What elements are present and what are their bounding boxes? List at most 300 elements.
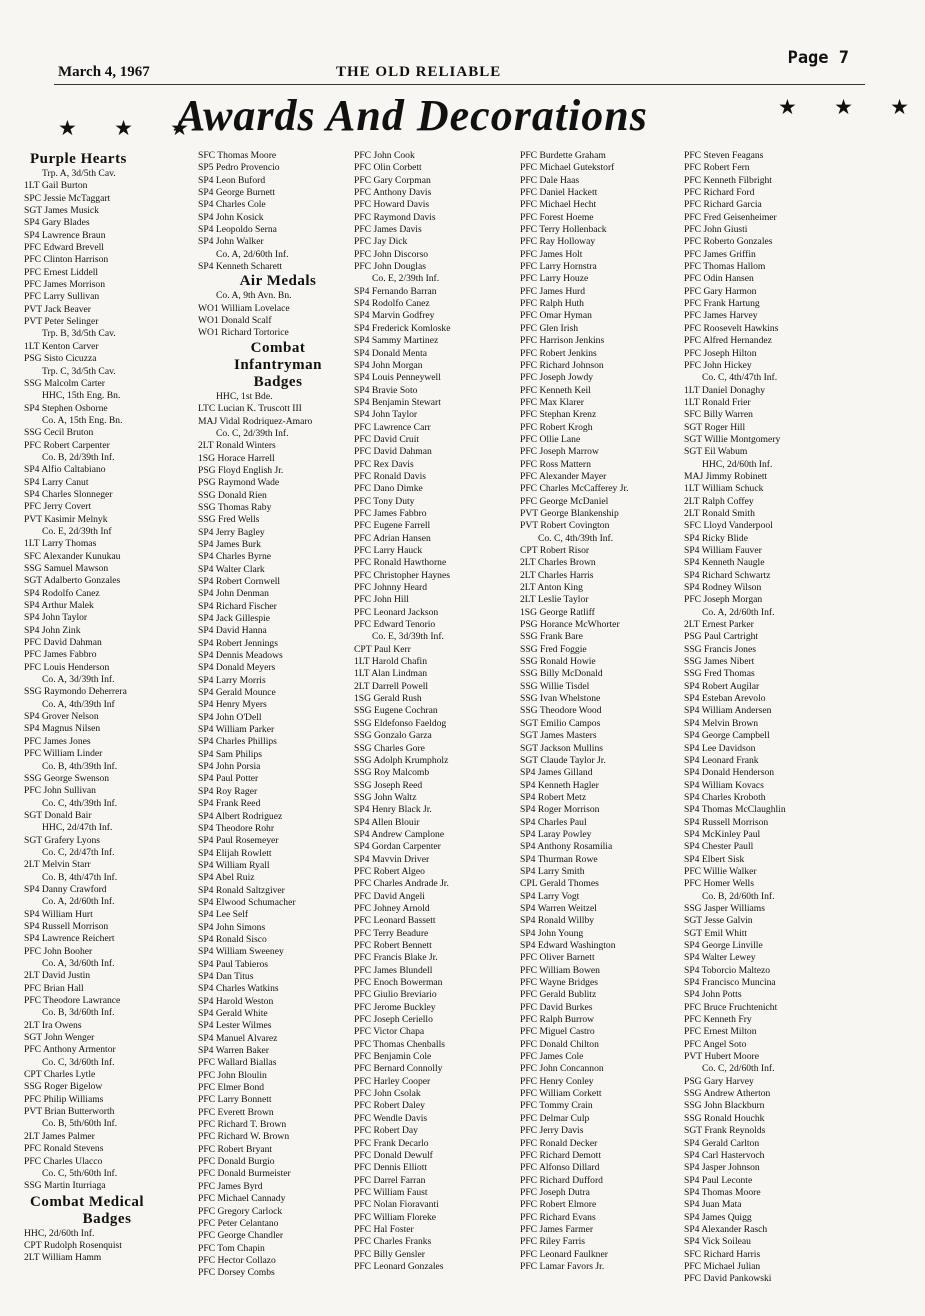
recipient-entry: SP4 John O'Dell <box>198 711 262 723</box>
recipient-entry: PFC Tony Duty <box>354 495 415 507</box>
recipient-entry: 1LT Ronald Frier <box>684 396 751 408</box>
recipient-entry: SP4 Roger Morrison <box>520 804 600 816</box>
recipient-entry: SP4 Danny Crawford <box>24 883 107 895</box>
column-2 <box>196 150 360 1280</box>
recipient-entry: PFC Robert Daley <box>354 1100 425 1112</box>
recipient-entry: PFC John Hill <box>354 594 409 606</box>
recipient-entry: PFC Riley Farris <box>520 1236 586 1248</box>
recipient-entry: PFC John Booher <box>24 945 93 957</box>
recipient-entry: SP4 Grover Nelson <box>24 711 99 723</box>
recipient-entry: CPT Paul Kerr <box>354 643 411 655</box>
recipient-entry: PFC Donald Dewulf <box>354 1149 433 1161</box>
recipient-entry: SSG Jasper Williams <box>684 902 765 914</box>
recipient-entry: SP4 George Linville <box>684 940 763 951</box>
recipient-entry: SP4 Charles Cole <box>198 199 266 211</box>
recipient-entry: SP4 Benjamin Stewart <box>354 396 441 408</box>
recipient-entry: SP4 Leonard Frank <box>684 754 759 766</box>
recipient-entry: PFC James Griffin <box>684 248 756 260</box>
recipient-entry: 1SG Horace Harrell <box>198 452 275 464</box>
recipient-entry: PFC Robert Jenkins <box>520 347 597 359</box>
recipient-entry: PFC Richard Garcia <box>684 199 762 211</box>
unit-designation: Co. C, 4th/47th Inf. <box>702 372 778 384</box>
recipient-entry: SP4 Paul Leconte <box>684 1174 753 1186</box>
recipient-entry: PFC James Byrd <box>198 1180 263 1192</box>
recipient-entry: PFC Larry Houze <box>520 273 589 285</box>
recipient-entry: SP4 Albert Rodriguez <box>198 810 283 822</box>
recipient-entry: SP4 Toborcio Maltezo <box>684 964 771 976</box>
recipient-entry: SP5 Pedro Provencio <box>198 162 280 174</box>
recipient-entry: PFC Tom Chapin <box>198 1242 265 1254</box>
recipient-entry: SP4 Bravie Soto <box>354 384 418 396</box>
recipient-entry: SSG Willie Tisdel <box>520 680 590 692</box>
recipient-entry: SP4 Carl Hastervoch <box>684 1149 765 1161</box>
recipient-entry: SGT James Musick <box>24 205 99 217</box>
recipient-entry: SP4 Russell Morrison <box>684 816 769 828</box>
recipient-entry: PFC Thomas Hallom <box>684 261 766 273</box>
recipient-entry: SSG Malcolm Carter <box>24 377 106 389</box>
recipient-entry: SFC Thomas Moore <box>198 150 277 161</box>
recipient-entry: SP4 Alfio Caltabiano <box>24 464 106 476</box>
recipient-entry: SP4 Charles Byrne <box>198 551 272 563</box>
recipient-entry: PFC Olin Corbett <box>354 162 422 174</box>
recipient-entry: SP4 Rodney Wilson <box>684 582 762 594</box>
recipient-entry: SP4 Henry Black Jr. <box>354 804 432 816</box>
recipient-entry: PSG Floyd English Jr. <box>198 464 284 476</box>
recipient-entry: SP4 Donald Henderson <box>684 767 775 779</box>
recipient-entry: 1LT Gail Burton <box>24 180 88 192</box>
recipient-entry: 2LT Ronald Smith <box>684 507 755 519</box>
recipient-entry: PFC Robert Algeo <box>354 865 425 877</box>
recipient-entry: SP4 Juan Mata <box>684 1199 742 1211</box>
recipient-entry: PFC Charles McCafferey Jr. <box>520 483 629 495</box>
recipient-entry: PFC Theodore Lawrance <box>24 995 121 1007</box>
recipient-entry: SP4 Kenneth Scharett <box>198 261 283 273</box>
recipient-entry: PFC Ray Holloway <box>520 236 596 248</box>
recipient-entry: PFC James Hurd <box>520 285 586 297</box>
recipient-entry: SP4 Rodolfo Canez <box>354 298 430 310</box>
recipient-entry: PFC David Pankowski <box>684 1273 772 1285</box>
recipient-entry: PFC Fred Geisenheimer <box>684 211 777 223</box>
recipient-entry: PFC Jerome Buckley <box>354 1001 436 1013</box>
recipient-entry: PFC Ollie Lane <box>520 433 581 445</box>
recipient-entry: PFC Robert Bryant <box>198 1143 273 1155</box>
recipient-entry: SP4 John Porsia <box>198 761 261 773</box>
recipient-entry: SP4 Leopoldo Serna <box>198 224 277 236</box>
recipient-entry: SP4 Lee Self <box>198 909 249 921</box>
recipient-entry: SP4 Ronald Saltzgiver <box>198 884 285 896</box>
unit-designation: Co. A, 9th Avn. Bn. <box>216 290 292 302</box>
recipient-entry: PFC George McDaniel <box>520 495 609 507</box>
unit-designation: Co. A, 3d/39th Inf. <box>42 674 115 686</box>
recipient-entry: SP4 Walter Lewey <box>684 952 756 964</box>
recipient-entry: SP4 Elwood Schumacher <box>198 896 296 908</box>
recipient-entry: SP4 Lawrence Reichert <box>24 933 115 945</box>
recipient-entry: PFC Richard T. Brown <box>198 1119 287 1131</box>
recipient-entry: SP4 Paul Tabieros <box>198 958 269 970</box>
recipient-entry: SP4 Fernando Barran <box>354 285 437 297</box>
recipient-entry: PFC Bruce Fruchtenicht <box>684 1001 778 1013</box>
recipient-entry: SP4 Gordan Carpenter <box>354 841 441 853</box>
masthead-rule <box>54 84 865 85</box>
recipient-entry: PFC John Douglas <box>354 261 426 273</box>
recipient-entry: PFC Robert Fern <box>684 162 750 174</box>
unit-designation: HHC, 15th Eng. Bn. <box>42 390 121 402</box>
recipient-entry: PFC Rex Davis <box>354 458 414 470</box>
recipient-entry: SP4 Paul Potter <box>198 773 259 785</box>
recipient-entry: PFC Joseph Hilton <box>684 347 757 359</box>
recipient-entry: PFC Ross Mattern <box>520 458 591 470</box>
recipient-entry: SP4 Harold Weston <box>198 995 274 1007</box>
stars-left-icon: ★ ★ ★ <box>58 116 205 140</box>
recipient-entry: PFC Lawrence Carr <box>354 421 431 433</box>
recipient-entry: 2LT David Justin <box>24 970 91 982</box>
recipient-entry: SP4 John Taylor <box>24 612 88 624</box>
recipient-entry: SSG John Waltz <box>354 791 417 803</box>
recipient-entry: PFC Dano Dimke <box>354 483 423 495</box>
recipient-entry: PVT George Blankenship <box>520 507 619 519</box>
recipient-entry: 1LT Kenton Carver <box>24 340 99 352</box>
recipient-entry: PFC Leonard Faulkner <box>520 1248 608 1260</box>
recipient-entry: PFC Oliver Barnett <box>520 952 595 964</box>
recipient-entry: PFC James Holt <box>520 248 583 260</box>
recipient-entry: SP4 Warren Weitzel <box>520 902 597 914</box>
recipient-entry: PFC James Fabbro <box>24 649 97 661</box>
recipient-entry: PFC Clinton Harrison <box>24 254 109 266</box>
recipient-entry: SGT Adalberto Gonzales <box>24 575 121 587</box>
recipient-entry: 2LT Charles Brown <box>520 557 596 569</box>
recipient-entry: PFC Larry Bonnett <box>198 1094 272 1106</box>
unit-designation: Co. B, 3d/60th Inf. <box>42 1007 115 1019</box>
recipient-entry: PFC John Concannon <box>520 1063 604 1075</box>
recipient-entry: SP4 Manuel Alvarez <box>198 1032 278 1044</box>
recipient-entry: PFC James Fabbro <box>354 507 427 519</box>
recipient-entry: SP4 Kenneth Naugle <box>684 557 765 569</box>
recipient-entry: WO1 William Lovelace <box>198 302 290 314</box>
recipient-entry: SFC Richard Harris <box>684 1248 761 1260</box>
recipient-entry: CPT Robert Risor <box>520 545 590 556</box>
recipient-entry: PFC Robert Krogh <box>520 421 593 433</box>
recipient-entry: PFC John Sullivan <box>24 785 96 797</box>
recipient-entry: SP4 Larry Canut <box>24 476 89 488</box>
recipient-entry: SP4 Donald Menta <box>354 347 428 359</box>
recipient-entry: PFC Ronald Hawthorne <box>354 557 447 569</box>
recipient-entry: PFC Thomas Chenballs <box>354 1038 445 1050</box>
recipient-entry: SP4 Dennis Meadows <box>198 650 283 662</box>
unit-designation: Co. B, 2d/39th Inf. <box>42 451 115 463</box>
recipient-entry: SP4 Vick Soileau <box>684 1236 751 1248</box>
recipient-entry: PFC Johnny Heard <box>354 582 428 594</box>
recipient-entry: 1SG Gerald Rush <box>354 693 422 705</box>
recipient-entry: WO1 Richard Tortorice <box>198 327 289 339</box>
recipient-entry: PFC David Cruit <box>354 433 420 445</box>
recipient-entry: SSG Samuel Mawson <box>24 563 109 574</box>
recipient-entry: MAJ Vidal Rodriquez-Amaro <box>198 415 313 427</box>
recipient-entry: SP4 Jasper Johnson <box>684 1162 760 1174</box>
recipient-entry: PFC Odin Hansen <box>684 273 754 285</box>
recipient-entry: SSG Ronald Houchk <box>684 1112 765 1124</box>
recipient-entry: SP4 Elbert Sisk <box>684 853 745 865</box>
recipient-entry: SP4 Warren Baker <box>198 1045 269 1057</box>
recipient-entry: SP4 Chester Paull <box>684 841 754 853</box>
recipient-entry: 2LT William Hamm <box>24 1252 102 1264</box>
unit-designation: Co. E, 2d/39th Inf <box>42 525 112 537</box>
recipient-entry: SP4 James Quigg <box>684 1211 752 1223</box>
recipient-entry: SP4 Richard Fischer <box>198 600 277 612</box>
recipient-entry: SP4 Francisco Muncina <box>684 977 776 989</box>
recipient-entry: SP4 James Gilland <box>520 767 593 779</box>
recipient-entry: SP4 John Denman <box>198 588 269 600</box>
recipient-entry: CPT Charles Lytle <box>24 1069 96 1081</box>
recipient-entry: SSG Fred Foggie <box>520 643 587 655</box>
recipient-entry: SP4 Magnus Nilsen <box>24 723 101 735</box>
recipient-entry: SP4 Andrew Camplone <box>354 828 445 840</box>
recipient-entry: PFC Richard W. Brown <box>198 1131 290 1143</box>
recipient-entry: SSG Adolph Krumpholz <box>354 754 449 766</box>
recipient-entry: SP4 Frank Reed <box>198 798 261 810</box>
recipient-entry: PFC John Cook <box>354 150 415 161</box>
recipient-entry: PFC John Giusti <box>684 224 748 236</box>
unit-designation: Co. A, 2d/60th Inf. <box>702 606 775 618</box>
recipient-entry: PFC William Linder <box>24 748 103 760</box>
recipient-entry: 2LT Charles Harris <box>520 569 594 581</box>
recipient-entry: PFC William Bowen <box>520 964 600 976</box>
recipient-entry: 2LT Ira Owens <box>24 1019 82 1031</box>
recipient-entry: 1LT Larry Thomas <box>24 538 97 550</box>
recipient-entry: PFC James Harvey <box>684 310 758 322</box>
recipient-entry: PFC Ernest Milton <box>684 1026 757 1038</box>
recipient-entry: PFC Michael Julian <box>684 1260 761 1272</box>
recipient-entry: 2LT Ralph Coffey <box>684 495 754 507</box>
recipient-entry: SP4 Donald Meyers <box>198 662 276 674</box>
recipient-entry: PFC Frank Decarlo <box>354 1137 429 1149</box>
recipient-entry: PFC Robert Carpenter <box>24 439 110 451</box>
recipient-entry: PVT Robert Covington <box>520 520 610 532</box>
recipient-entry: SSG Ivan Whelstone <box>520 693 601 705</box>
recipient-entry: SP4 John Morgan <box>354 359 423 371</box>
recipient-entry: SP4 William Kovacs <box>684 779 764 791</box>
recipient-entry: LTC Lucian K. Truscott III <box>198 403 302 415</box>
unit-designation: HHC, 2d/47th Inf. <box>42 822 113 834</box>
recipient-entry: SSG Donald Rien <box>198 489 267 501</box>
recipient-entry: PFC Willie Walker <box>684 865 757 877</box>
recipient-entry: SP4 Lee Davidson <box>684 742 756 754</box>
recipient-entry: SGT Frank Reynolds <box>684 1125 766 1137</box>
recipient-entry: PFC Lamar Favors Jr. <box>520 1260 605 1272</box>
recipient-entry: SP4 Paul Rosemeyer <box>198 835 279 847</box>
recipient-entry: SP4 Dan Titus <box>198 970 254 982</box>
recipient-entry: PFC Leonard Bassett <box>354 915 436 927</box>
recipient-entry: SP4 Anthony Rosamilia <box>520 841 613 853</box>
recipient-entry: PFC Jerry Covert <box>24 501 92 513</box>
recipient-entry: PFC George Chandler <box>198 1230 284 1242</box>
unit-designation: Co. C, 5th/60th Inf. <box>42 1167 118 1179</box>
recipient-entry: SGT Donald Bair <box>24 809 92 821</box>
recipient-entry: SP4 Alexander Rasch <box>684 1223 768 1235</box>
recipient-entry: PFC Henry Conley <box>520 1075 594 1087</box>
recipient-entry: SSG Francis Jones <box>684 643 756 655</box>
award-category-heading: Badges <box>82 1210 132 1227</box>
recipient-entry: SSG Andrew Atherton <box>684 1088 771 1100</box>
recipient-entry: PFC James Farmer <box>520 1223 594 1235</box>
unit-designation: Co. A, 15th Eng. Bn. <box>42 414 123 426</box>
recipient-entry: SP4 Allen Blouir <box>354 816 420 828</box>
recipient-entry: SGT Jesse Galvin <box>684 915 753 927</box>
recipient-entry: SSG Charles Gore <box>354 742 425 754</box>
award-category-heading: Purple Hearts <box>30 151 127 167</box>
unit-designation: Co. A, 3d/60th Inf. <box>42 958 115 969</box>
column-5 <box>682 150 882 1286</box>
recipient-entry: SP4 Larry Morris <box>198 674 266 686</box>
recipient-entry: SP4 Thurman Rowe <box>520 853 598 865</box>
recipient-entry: PFC Roberto Gonzales <box>684 236 773 248</box>
recipient-entry: SSG Joseph Reed <box>354 779 423 791</box>
recipient-entry: SP4 Larry Vogt <box>520 890 580 902</box>
recipient-entry: PFC John Hickey <box>684 359 752 371</box>
recipient-entry: PFC Ronald Davis <box>354 470 426 482</box>
recipient-entry: WO1 Donald Scalf <box>198 315 272 327</box>
recipient-entry: SSG George Swenson <box>24 772 110 784</box>
recipient-entry: SP4 Robert Jennings <box>198 637 278 649</box>
recipient-entry: PFC Gerald Bublitz <box>520 989 597 1001</box>
unit-designation: Co. A, 2d/60th Inf. <box>216 248 289 260</box>
recipient-entry: PFC Christopher Haynes <box>354 569 450 581</box>
recipient-entry: PFC Gary Corpman <box>354 174 431 186</box>
recipient-entry: PSG Horance McWhorter <box>520 619 620 631</box>
recipient-entry: 2LT Darrell Powell <box>354 680 429 692</box>
recipient-entry: PSG Gary Harvey <box>684 1075 754 1087</box>
recipient-entry: SP4 Robert Augilar <box>684 680 760 692</box>
recipient-entry: CPL Gerald Thomes <box>520 878 599 890</box>
recipient-entry: SP4 John Simons <box>198 921 266 933</box>
recipient-entry: PFC Billy Gensler <box>354 1248 425 1260</box>
recipient-entry: PFC Roosevelt Hawkins <box>684 322 779 334</box>
recipient-entry: PFC Dorsey Combs <box>198 1267 275 1279</box>
recipient-entry: PFC Joseph Marrow <box>520 446 599 458</box>
recipient-entry: SP4 John Young <box>520 927 584 939</box>
recipient-entry: SP4 William Ryall <box>198 859 270 871</box>
recipient-entry: SSG James Nibert <box>684 656 755 668</box>
recipient-entry: SP4 Robert Cornwell <box>198 575 281 587</box>
recipient-entry: SP4 Esteban Arevolo <box>684 693 766 705</box>
recipient-entry: SGT Emil Whitt <box>684 927 748 939</box>
recipient-entry: PFC Burdette Graham <box>520 150 606 161</box>
recipient-entry: PFC Stephan Krenz <box>520 409 597 421</box>
recipient-entry: SGT Roger Hill <box>684 421 746 433</box>
recipient-entry: PFC Joseph Dutra <box>520 1186 590 1198</box>
recipient-entry: SP4 Charles Watkins <box>198 983 279 995</box>
recipient-entry: SP4 Abel Ruiz <box>198 872 255 884</box>
recipient-entry: SSG Gonzalo Garza <box>354 730 432 742</box>
recipient-entry: PFC Joseph Morgan <box>684 594 763 606</box>
unit-designation: HHC, 1st Bde. <box>216 390 273 402</box>
unit-designation: Co. C, 4th/39th Inf. <box>42 797 118 809</box>
recipient-entry: PFC Terry Hollenback <box>520 224 607 236</box>
recipient-entry: PFC Tommy Crain <box>520 1100 593 1112</box>
recipient-entry: PFC Elmer Bond <box>198 1082 265 1094</box>
unit-designation: Co. A, 2d/60th Inf. <box>42 896 115 908</box>
headline-banner <box>0 91 887 148</box>
recipient-entry: SP4 James Burk <box>198 538 261 550</box>
recipient-entry: 1LT Alan Lindman <box>354 668 428 680</box>
recipient-entry: PFC John Discorso <box>354 248 429 260</box>
unit-designation: Co. B, 5th/60th Inf. <box>42 1118 118 1130</box>
recipient-entry: PFC Edward Brevell <box>24 242 104 254</box>
recipient-entry: PFC Alfonso Dillard <box>520 1162 600 1174</box>
award-category-heading: Air Medals <box>239 273 317 290</box>
recipient-entry: SP4 David Hanna <box>198 625 267 637</box>
recipient-entry: PFC Dennis Elliott <box>354 1162 428 1174</box>
recipient-entry: 1LT William Schuck <box>684 483 764 495</box>
recipient-entry: SSG Billy McDonald <box>520 668 603 680</box>
recipient-entry: 2LT James Palmer <box>24 1130 95 1142</box>
recipient-entry: SP4 Laray Powley <box>520 828 592 840</box>
recipient-entry: PFC Larry Hauck <box>354 545 423 556</box>
recipient-entry: PFC James Cole <box>520 1051 584 1063</box>
recipient-entry: SP4 Frederick Komloske <box>354 322 451 334</box>
recipient-entry: PFC Giulio Breviario <box>354 989 437 1001</box>
recipient-entry: PFC James Jones <box>24 735 91 747</box>
recipient-entry: PFC Delmar Culp <box>520 1112 590 1124</box>
recipient-entry: SP4 Roy Rager <box>198 785 258 797</box>
recipient-entry: PFC Michael Gutekstorf <box>520 162 615 174</box>
recipient-entry: SSG Martin Iturriaga <box>24 1180 106 1192</box>
recipient-entry: PFC Harrison Jenkins <box>520 335 605 347</box>
recipient-entry: SFC Alexander Kunukau <box>24 550 121 562</box>
award-category-heading: Badges <box>253 373 303 390</box>
award-category-heading: Infantryman <box>233 356 322 373</box>
recipient-entry: PFC Ernest Liddell <box>24 266 99 278</box>
recipient-entry: SGT James Masters <box>520 730 597 742</box>
recipient-entry: PFC Forest Hoeme <box>520 211 594 223</box>
recipient-entry: PFC James Blundell <box>354 964 433 976</box>
recipient-entry: SP4 William Andersen <box>684 705 772 717</box>
recipient-entry: PFC Eugene Farrell <box>354 520 431 532</box>
recipient-entry: PVT Kasimir Melnyk <box>24 513 108 525</box>
recipient-entry: SFC Lloyd Vanderpool <box>684 520 773 532</box>
recipient-entry: PFC Joseph Ceriello <box>354 1014 433 1026</box>
unit-designation: Co. C, 3d/60th Inf. <box>42 1056 115 1068</box>
recipient-entry: SGT Emilio Campos <box>520 717 601 729</box>
recipient-entry: PFC Ronald Decker <box>520 1137 598 1149</box>
recipient-entry: SP4 Leon Buford <box>198 174 266 186</box>
recipient-entry: SP4 Charles Phillips <box>198 736 277 748</box>
recipient-entry: PFC William Corkett <box>520 1088 602 1100</box>
recipient-entry: PFC William Faust <box>354 1186 428 1198</box>
recipient-entry: PFC Richard Ford <box>684 187 755 199</box>
recipient-entry: PFC Joseph Jowdy <box>520 372 594 384</box>
recipient-entry: PFC Daniel Hackett <box>520 187 598 199</box>
recipient-entry: CPT Rudolph Rosenquist <box>24 1239 122 1251</box>
recipient-entry: PFC Brian Hall <box>24 982 84 994</box>
recipient-entry: PFC Jerry Davis <box>520 1125 584 1137</box>
unit-designation: Co. C, 2d/39th Inf. <box>216 427 289 439</box>
recipient-entry: SP4 Jack Gillespie <box>198 613 270 624</box>
recipient-entry: PFC David Burkes <box>520 1001 593 1013</box>
recipient-entry: PVT Brian Butterworth <box>24 1106 115 1118</box>
recipient-entry: 2LT Ronald Winters <box>198 440 276 452</box>
unit-designation: Co. C, 2d/47th Inf. <box>42 846 115 858</box>
recipient-entry: SP4 Elijah Rowlett <box>198 847 272 859</box>
recipient-entry: SP4 Charles Slonneger <box>24 488 113 500</box>
recipient-entry: SSG John Blackburn <box>684 1100 765 1112</box>
recipient-entry: SP4 Gary Blades <box>24 217 90 229</box>
recipient-entry: SP4 William Sweeney <box>198 946 284 958</box>
recipient-entry: SP4 Charles Kroboth <box>684 791 766 803</box>
recipient-entry: SP4 Marvin Godfrey <box>354 310 435 322</box>
recipient-entry: PFC Glen Irish <box>520 322 579 334</box>
recipient-entry: SSG Cecil Bruton <box>24 427 94 439</box>
recipient-entry: PFC Ralph Burrow <box>520 1014 595 1026</box>
